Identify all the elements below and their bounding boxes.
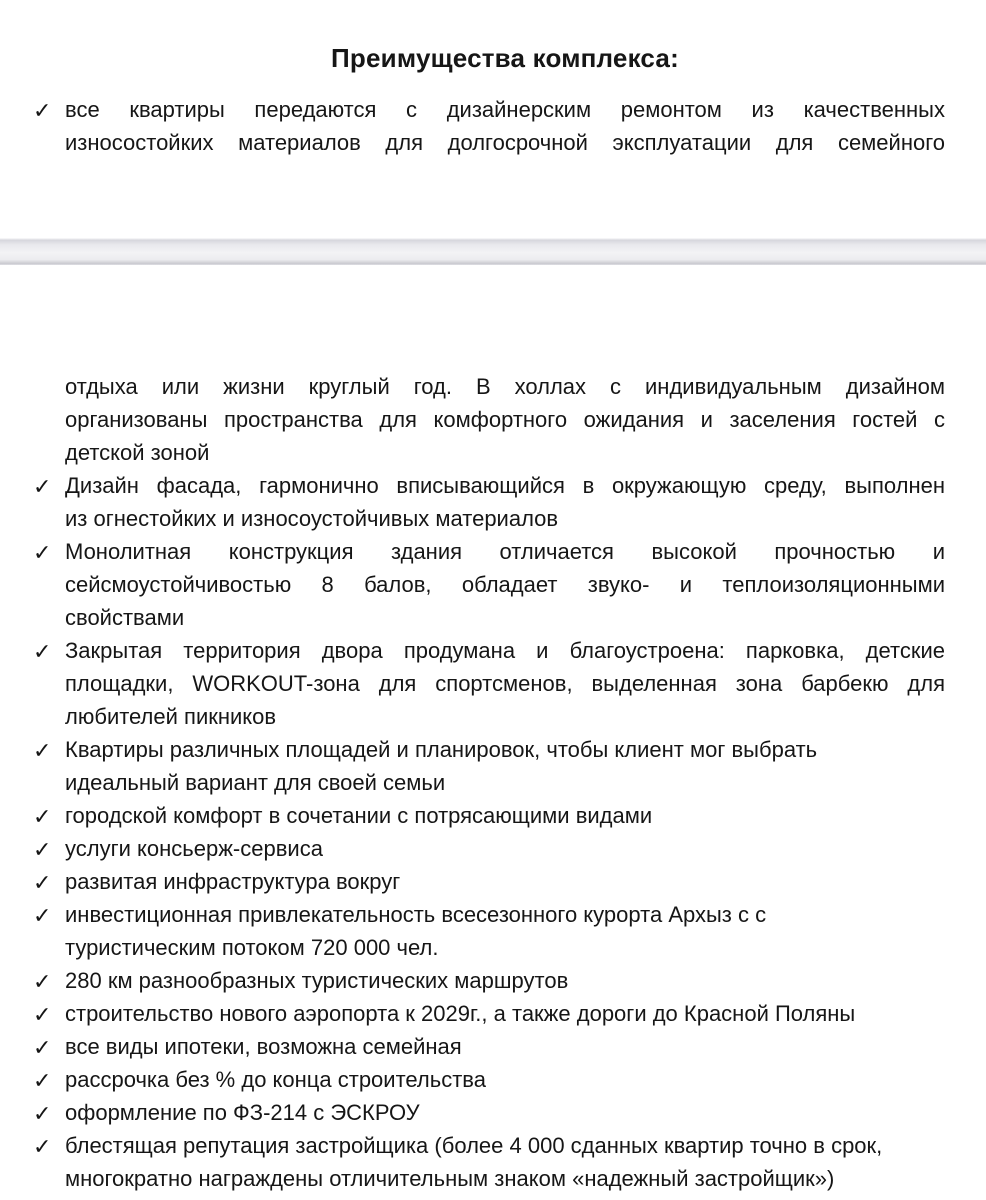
bullet-text <box>65 634 945 733</box>
bullet-text <box>65 865 945 898</box>
text-line: многократно награждены отличительным знаком «надежный застройщик») <box>65 1166 835 1191</box>
text-line: туристическим потоком 720 000 чел. <box>65 935 439 960</box>
document-page-2 <box>0 265 986 1200</box>
bullet-item <box>33 634 945 733</box>
checkmark-icon: ✓ <box>33 870 52 895</box>
bullet-item <box>33 898 945 964</box>
text-line: Дизайн фасада, гармонично вписывающийся в окружающую среду, выполнен <box>65 473 945 498</box>
bullet-text <box>65 1063 945 1096</box>
checkmark-icon: ✓ <box>33 1035 52 1060</box>
checkmark-icon: ✓ <box>33 969 52 994</box>
bullet-item <box>33 733 945 799</box>
text-line: отдыха или жизни круглый год. В холлах с индивидуальным дизайном <box>65 374 945 399</box>
checkmark-icon: ✓ <box>33 738 52 763</box>
text-line: износостойких материалов для долгосрочной эксплуатации для семейного <box>65 130 945 155</box>
bullet-item <box>33 1096 945 1129</box>
checkmark-icon: ✓ <box>33 1068 52 1093</box>
text-line: площадки, WORKOUT-зона для спортсменов, выделенная зона барбекю для <box>65 671 945 696</box>
bullet-text <box>65 964 945 997</box>
bullet-continuation <box>33 370 945 469</box>
bullet-item <box>33 865 945 898</box>
checkmark-icon: ✓ <box>33 98 52 123</box>
checkmark-icon: ✓ <box>33 1134 52 1159</box>
bullet-item <box>33 997 945 1030</box>
checkmark-icon: ✓ <box>33 474 52 499</box>
bullet-text <box>65 535 945 634</box>
checkmark-icon: ✓ <box>33 804 52 829</box>
text-line: городской комфорт в сочетании с потрясающими видами <box>65 803 653 828</box>
bullet-text <box>65 370 945 469</box>
bullet-text <box>65 1096 945 1129</box>
bullet-item <box>33 799 945 832</box>
document-page-1 <box>0 0 986 238</box>
checkmark-icon: ✓ <box>33 837 52 862</box>
text-line: услуги консьерж-сервиса <box>65 836 323 861</box>
bullet-text <box>65 469 945 535</box>
text-line: все квартиры передаются с дизайнерским ремонтом из качественных <box>65 97 945 122</box>
text-line: все виды ипотеки, возможна семейная <box>65 1034 462 1059</box>
text-line: развитая инфраструктура вокруг <box>65 869 401 894</box>
text-line: строительство нового аэропорта к 2029г., а также дороги до Красной Поляны <box>65 1001 856 1026</box>
bullet-text <box>65 1030 945 1063</box>
checkmark-icon: ✓ <box>33 1002 52 1027</box>
text-line: из огнестойких и износоустойчивых материалов <box>65 506 559 531</box>
text-line: детской зоной <box>65 440 210 465</box>
text-line: блестящая репутация застройщика (более 4 000 сданных квартир точно в срок, <box>65 1133 883 1158</box>
bullet-item <box>33 832 945 865</box>
text-line: рассрочка без % до конца строительства <box>65 1067 486 1092</box>
page-break <box>0 238 986 265</box>
bullet-item <box>33 1129 945 1195</box>
checkmark-icon: ✓ <box>33 903 52 928</box>
page-title: Преимущества комплекса: <box>331 43 679 73</box>
bullet-item <box>33 535 945 634</box>
bullet-item <box>33 964 945 997</box>
bullet-text <box>65 832 945 865</box>
bullet-text <box>65 898 945 964</box>
bullet-text <box>65 733 945 799</box>
checkmark-icon: ✓ <box>33 1101 52 1126</box>
bullet-text <box>65 997 945 1030</box>
text-line: свойствами <box>65 605 185 630</box>
advantages-list-page2 <box>0 370 986 1195</box>
text-line: Монолитная конструкция здания отличается высокой прочностью и <box>65 539 945 564</box>
advantages-list-page1 <box>0 93 986 159</box>
checkmark-icon: ✓ <box>33 540 52 565</box>
text-line: Закрытая территория двора продумана и благоустроена: парковка, детские <box>65 638 945 663</box>
bullet-text <box>65 93 945 159</box>
text-line: любителей пикников <box>65 704 277 729</box>
text-line: оформление по ФЗ-214 с ЭСКРОУ <box>65 1100 420 1125</box>
text-line: сейсмоустойчивостью 8 балов, обладает звуко- и теплоизоляционными <box>65 572 945 597</box>
text-line: 280 км разнообразных туристических маршрутов <box>65 968 569 993</box>
text-line: Квартиры различных площадей и планировок, чтобы клиент мог выбрать <box>65 737 818 762</box>
bullet-text <box>65 1129 945 1195</box>
text-line: инвестиционная привлекательность всесезонного курорта Архыз с с <box>65 902 767 927</box>
text-line: организованы пространства для комфортного ожидания и заселения гостей с <box>65 407 945 432</box>
checkmark-icon: ✓ <box>33 639 52 664</box>
bullet-text <box>65 799 945 832</box>
bullet-item <box>33 1030 945 1063</box>
bullet-item <box>33 1063 945 1096</box>
text-line: идеальный вариант для своей семьи <box>65 770 446 795</box>
bullet-item <box>33 469 945 535</box>
bullet-item <box>33 93 945 159</box>
